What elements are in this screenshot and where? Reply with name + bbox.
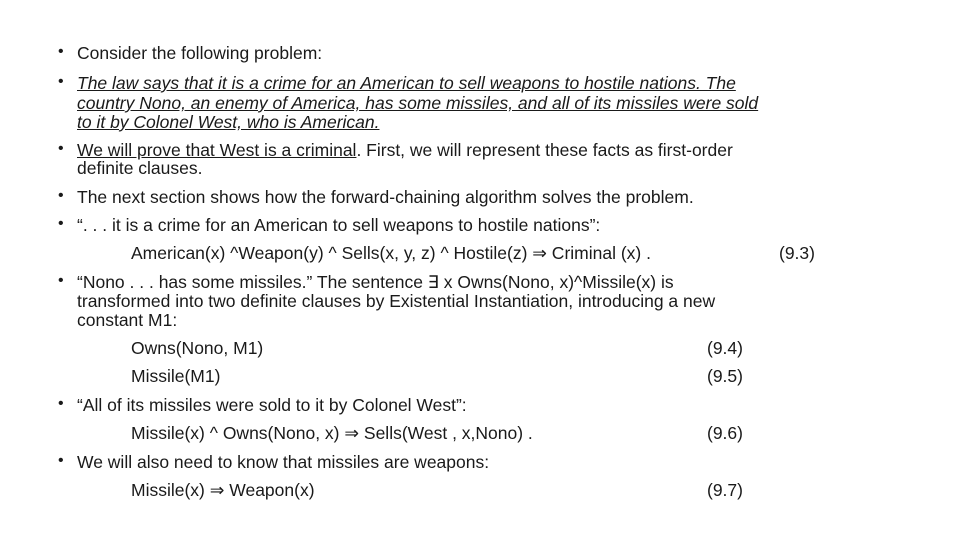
formula-9-3: American(x) ^Weapon(y) ^ Sells(x, y, z) ^ Hostile(z) ⇒ Criminal (x) . xyxy=(131,243,651,263)
problem-statement-line-3: to it by Colonel West, who is American. xyxy=(77,112,380,132)
nono-missiles-line-1: “Nono . . . has some missiles.” The sentence ∃ x Owns(Nono, x)^Missile(x) is xyxy=(77,272,674,292)
prove-west-criminal-line-1 xyxy=(77,140,733,160)
formula-9-5: Missile(M1) xyxy=(131,366,221,386)
bullet-dot: • xyxy=(58,395,64,412)
bullet-consider-problem: Consider the following problem: xyxy=(77,43,323,63)
bullet-missiles-are-weapons: We will also need to know that missiles are weapons: xyxy=(77,452,490,472)
bullet-dot: • xyxy=(58,215,64,232)
bullet-next-section: The next section shows how the forward-chaining algorithm solves the problem. xyxy=(77,187,694,207)
formula-9-6: Missile(x) ^ Owns(Nono, x) ⇒ Sells(West , x,Nono) . xyxy=(131,423,533,443)
prove-west-criminal-rest: . First, we will represent these facts as first-order xyxy=(356,140,733,160)
formula-number-9-7: (9.7) xyxy=(707,480,743,500)
formula-9-4: Owns(Nono, M1) xyxy=(131,338,264,358)
bullet-dot: • xyxy=(58,272,64,289)
formula-number-9-3: (9.3) xyxy=(779,243,815,263)
problem-statement-line-2: country Nono, an enemy of America, has some missiles, and all of its missiles were sold xyxy=(77,93,759,113)
bullet-missiles-sold-quote: “All of its missiles were sold to it by Colonel West”: xyxy=(77,395,467,415)
prove-west-criminal-underlined: We will prove that West is a criminal xyxy=(77,140,357,160)
bullet-dot: • xyxy=(58,43,64,60)
nono-missiles-line-3: constant M1: xyxy=(77,310,178,330)
formula-number-9-4: (9.4) xyxy=(707,338,743,358)
problem-statement-line-1: The law says that it is a crime for an American to sell weapons to hostile nations. The xyxy=(77,73,736,93)
bullet-dot: • xyxy=(58,452,64,469)
bullet-crime-quote: “. . . it is a crime for an American to sell weapons to hostile nations”: xyxy=(77,215,601,235)
formula-number-9-5: (9.5) xyxy=(707,366,743,386)
bullet-dot: • xyxy=(58,187,64,204)
bullet-dot: • xyxy=(58,73,64,90)
formula-9-7: Missile(x) ⇒ Weapon(x) xyxy=(131,480,315,500)
bullet-dot: • xyxy=(58,140,64,157)
prove-west-criminal-line-2: definite clauses. xyxy=(77,158,203,178)
nono-missiles-line-2: transformed into two definite clauses by Existential Instantiation, introducing a new xyxy=(77,291,716,311)
formula-number-9-6: (9.6) xyxy=(707,423,743,443)
